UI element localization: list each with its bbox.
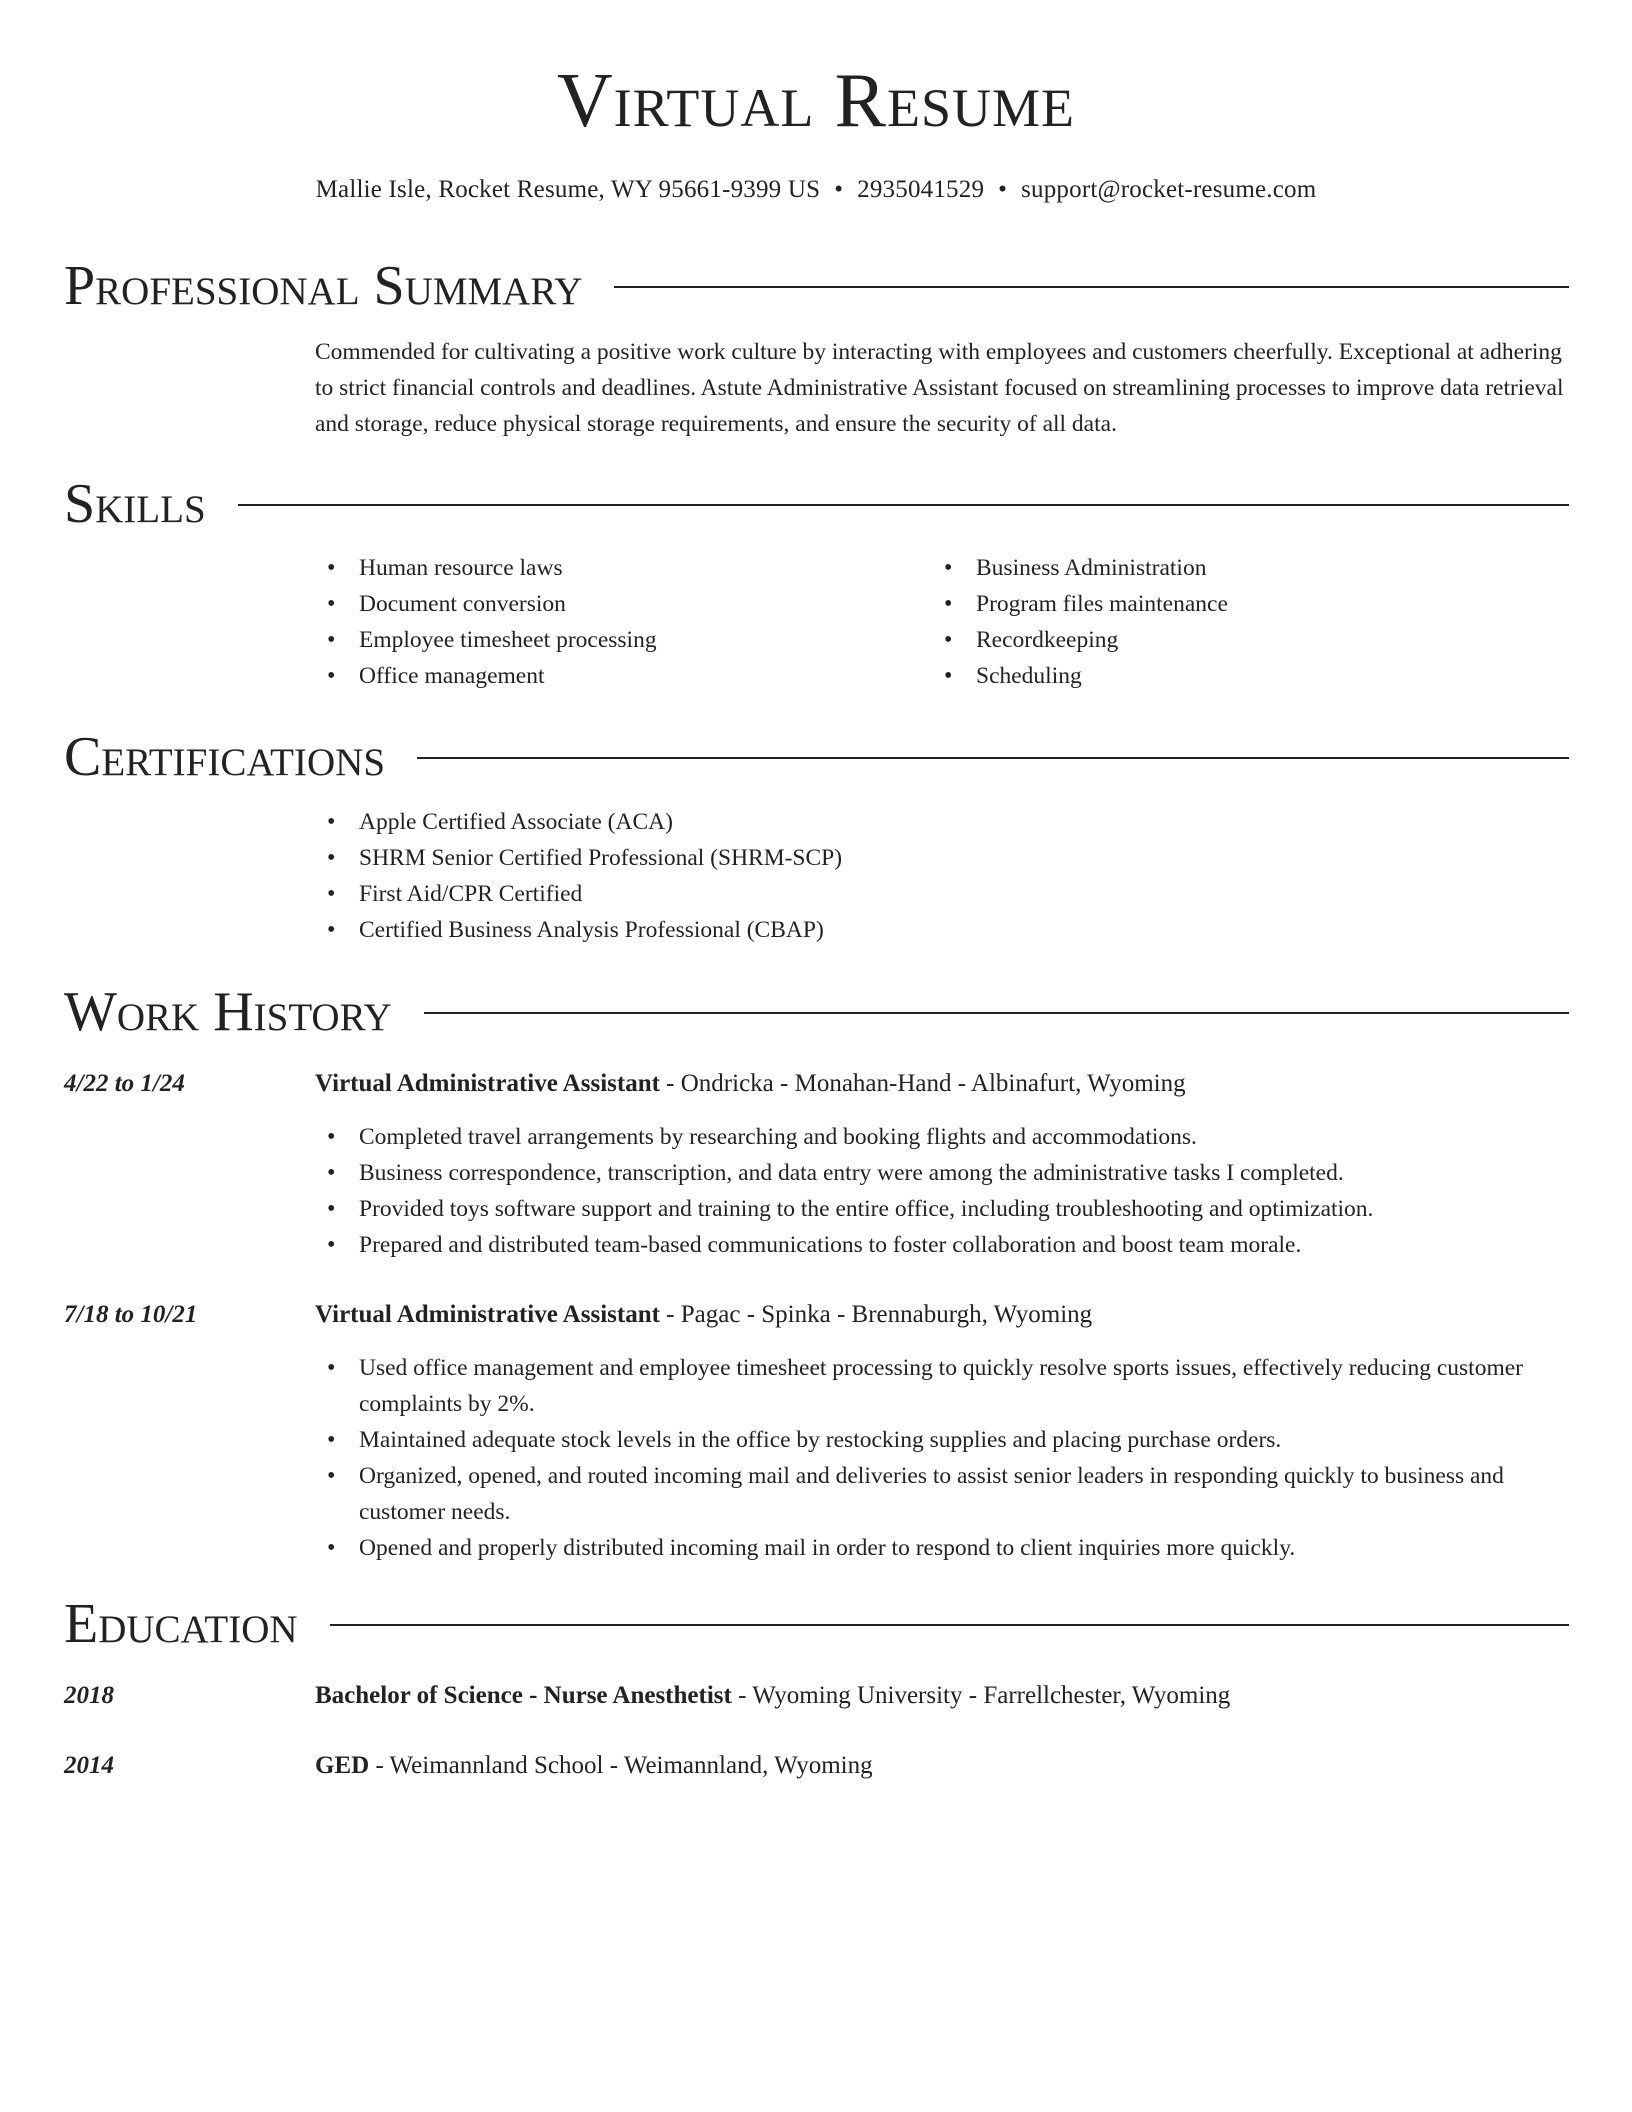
contact-phone: 2935041529 xyxy=(857,176,985,203)
work-history-title: Work History xyxy=(64,981,392,1043)
job-employer: - Ondricka - Monahan-Hand - Albinafurt, Wyoming xyxy=(659,1070,1186,1097)
education-year: 2018 xyxy=(64,1682,114,1709)
job-bullet: • Completed travel arrangements by researching and booking flights and accommodations. xyxy=(315,1119,1569,1155)
education-school: - Wyoming University - Farrellchester, Wyoming xyxy=(731,1682,1231,1709)
job-dates: 7/18 to 10/21 xyxy=(64,1301,198,1328)
job-role: Virtual Administrative Assistant xyxy=(315,1070,660,1097)
certification-item: • Certified Business Analysis Professional (CBAP) xyxy=(315,912,1569,948)
education-degree: GED xyxy=(315,1752,370,1779)
section-divider xyxy=(238,504,1569,506)
contact-separator: • xyxy=(834,176,844,203)
certifications-list xyxy=(315,804,1569,948)
section-divider xyxy=(330,1624,1569,1626)
job-bullet: • Provided toys software support and training to the entire office, including troubleshooting and optimization. xyxy=(315,1191,1569,1227)
job-heading xyxy=(315,1297,1092,1333)
job-heading xyxy=(315,1066,1186,1102)
job-bullets xyxy=(315,1350,1569,1566)
education-degree: Bachelor of Science - Nurse Anesthetist xyxy=(315,1682,732,1709)
job-bullet: • Used office management and employee timesheet processing to quickly resolve sports issues, effectively reducing customer complaints by 2%. xyxy=(315,1350,1569,1422)
certifications-heading xyxy=(64,726,1569,788)
education-title: Education xyxy=(64,1593,298,1655)
job-dates: 4/22 to 1/24 xyxy=(64,1070,185,1097)
contact-line xyxy=(0,176,1632,204)
skill-item: • Employee timesheet processing xyxy=(315,622,932,658)
skill-item: • Recordkeeping xyxy=(932,622,1549,658)
skill-item: • Document conversion xyxy=(315,586,932,622)
education-entry xyxy=(315,1748,873,1784)
summary-heading xyxy=(64,255,1569,317)
skill-item: • Human resource laws xyxy=(315,550,932,586)
section-divider xyxy=(614,286,1569,288)
job-bullet: • Business correspondence, transcription, and data entry were among the administrative tasks I completed. xyxy=(315,1155,1569,1191)
certification-item: • Apple Certified Associate (ACA) xyxy=(315,804,1569,840)
job-employer: - Pagac - Spinka - Brennaburgh, Wyoming xyxy=(659,1301,1093,1328)
skill-item: • Office management xyxy=(315,658,932,694)
job-bullet: • Opened and properly distributed incoming mail in order to respond to client inquiries more quickly. xyxy=(315,1530,1569,1566)
job-bullet: • Maintained adequate stock levels in the office by restocking supplies and placing purchase orders. xyxy=(315,1422,1569,1458)
skill-item: • Program files maintenance xyxy=(932,586,1549,622)
skills-title: Skills xyxy=(64,473,206,535)
contact-email[interactable]: support@rocket-resume.com xyxy=(1021,176,1317,203)
certification-item: • First Aid/CPR Certified xyxy=(315,876,1569,912)
work-history-heading xyxy=(64,981,1569,1043)
skills-column-right xyxy=(932,550,1549,694)
resume-name: Virtual Resume xyxy=(557,57,1075,143)
job-bullet: • Organized, opened, and routed incoming mail and deliveries to assist senior leaders in responding quickly to business and customer needs. xyxy=(315,1458,1569,1530)
job-bullet: • Prepared and distributed team-based communications to foster collaboration and boost team morale. xyxy=(315,1227,1569,1263)
skills-column-left xyxy=(315,550,932,694)
section-divider xyxy=(417,757,1569,759)
contact-separator: • xyxy=(998,176,1008,203)
skills-heading xyxy=(64,473,1569,535)
summary-title: Professional Summary xyxy=(64,255,583,317)
summary-text: Commended for cultivating a positive work culture by interacting with employees and customers cheerfully. Exceptional at adhering to strict financial controls and deadlines. Astute Administrative Assistant focused on streamlining processes to improve data retrieval and storage, reduce physical storage requirements, and ensure the security of all data. xyxy=(315,339,1564,437)
job-role: Virtual Administrative Assistant xyxy=(315,1301,660,1328)
education-heading xyxy=(64,1593,1569,1655)
job-bullets xyxy=(315,1119,1569,1263)
education-year: 2014 xyxy=(64,1752,114,1779)
section-divider xyxy=(424,1012,1569,1014)
education-entry xyxy=(315,1678,1230,1714)
certifications-title: Certifications xyxy=(64,726,386,788)
contact-address: Mallie Isle, Rocket Resume, WY 95661-9399 US xyxy=(315,176,821,203)
education-school: - Weimannland School - Weimannland, Wyoming xyxy=(369,1752,873,1779)
skills-list xyxy=(315,550,1569,694)
certification-item: • SHRM Senior Certified Professional (SHRM-SCP) xyxy=(315,840,1569,876)
skill-item: • Scheduling xyxy=(932,658,1549,694)
skill-item: • Business Administration xyxy=(932,550,1549,586)
